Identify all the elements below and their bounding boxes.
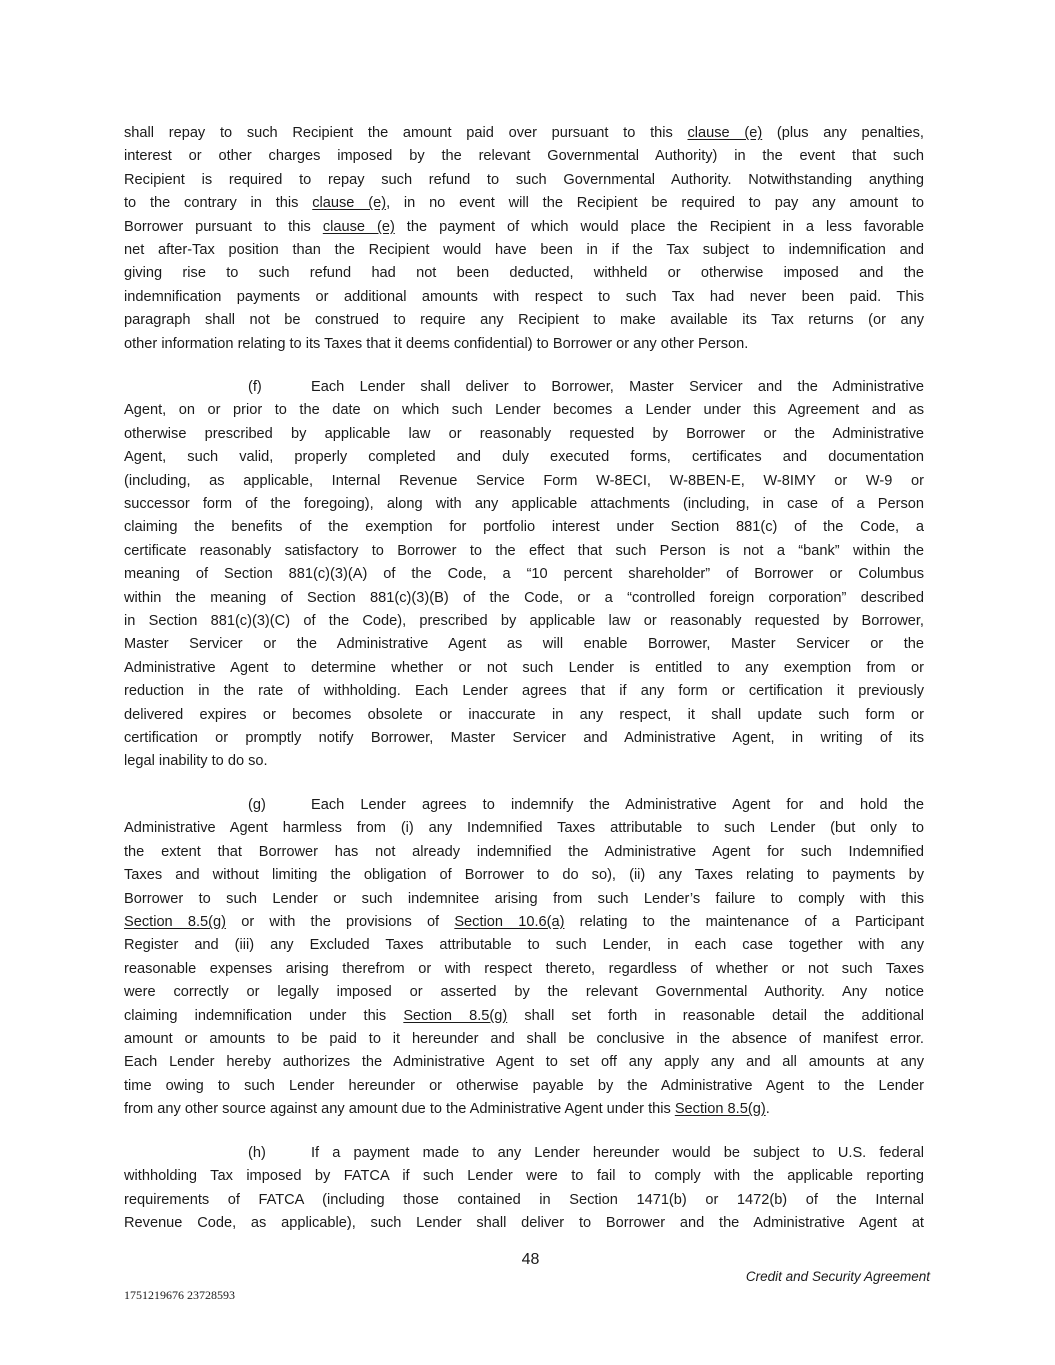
paragraph-line: other information relating to its Taxes that it deems confidential) to Borrower or any other Person.	[124, 335, 749, 352]
paragraph-line: requirements of FATCA (including those contained in Section 1471(b) or 1472(b) of the Internal	[124, 1191, 924, 1208]
paragraph-line: to the contrary in this clause (e), in no event will the Recipient be required to pay any amount to	[124, 195, 924, 212]
paragraph-line: reasonable expenses arising therefrom or with respect thereto, regardless of whether or not such Taxes	[124, 960, 924, 977]
paragraph-line: from any other source against any amount due to the Administrative Agent under this Section 8.5(g).	[124, 1101, 770, 1118]
paragraph-line: otherwise prescribed by applicable law or reasonably requested by Borrower or the Administrative	[124, 425, 924, 442]
paragraph-line: Agent, on or prior to the date on which such Lender becomes a Lender under this Agreement and as	[124, 402, 924, 419]
paragraph-line: (including, as applicable, Internal Revenue Service Form W-8ECI, W-8BEN-E, W-8IMY or W-9 or	[124, 472, 924, 489]
paragraph-label: (g)	[248, 797, 266, 813]
paragraph-line: Each Lender shall deliver to Borrower, Master Servicer and the Administrative	[311, 379, 924, 395]
paragraph-line: withholding Tax imposed by FATCA if such Lender were to fail to comply with the applicable reporting	[124, 1168, 924, 1185]
paragraph-line: amount or amounts to be paid to it hereunder and shall be conclusive in the absence of manifest error.	[124, 1031, 924, 1047]
paragraph-line: If a payment made to any Lender hereunder would be subject to U.S. federal	[311, 1145, 924, 1161]
paragraph-line: time owing to such Lender hereunder or otherwise payable by the Administrative Agent to the Lender	[124, 1077, 924, 1094]
paragraph-line: Each Lender hereby authorizes the Administrative Agent to set off any apply any and all amounts at any	[124, 1054, 924, 1071]
paragraph-line: were correctly or legally imposed or asserted by the relevant Governmental Authority. Any notice	[124, 984, 924, 1001]
paragraph-line: shall repay to such Recipient the amount paid over pursuant to this clause (e) (plus any penalties,	[124, 125, 924, 141]
paragraph-line: indemnification payments or additional amounts with respect to such Tax had never been paid. This	[124, 288, 924, 305]
page-number: 48	[521, 1251, 540, 1268]
footer-document-title: Credit and Security Agreement	[745, 1269, 930, 1284]
cross-reference-link: clause (e)	[312, 195, 387, 212]
cross-reference-link: clause (e)	[687, 125, 763, 141]
paragraph-line: Borrower pursuant to this clause (e) the payment of which would place the Recipient in a less favorable	[124, 218, 924, 235]
paragraph-line: interest or other charges imposed by the relevant Governmental Authority) in the event that such	[124, 148, 924, 165]
paragraph-line: Revenue Code, as applicable), such Lender shall deliver to Borrower and the Administrative Agent at	[124, 1215, 924, 1232]
paragraph-label: (f)	[248, 379, 262, 395]
paragraph-label: (h)	[248, 1145, 266, 1161]
paragraph-line: certificate reasonably satisfactory to Borrower to the effect that such Person is not a “bank” within the	[124, 542, 924, 559]
paragraph-line: delivered expires or becomes obsolete or inaccurate in any respect, it shall update such form or	[124, 706, 924, 723]
paragraph-line: Administrative Agent harmless from (i) any Indemnified Taxes attributable to such Lender (but only to	[124, 820, 924, 837]
document-id: 1751219676 23728593	[124, 1288, 235, 1302]
paragraph-line: claiming indemnification under this Section 8.5(g) shall set forth in reasonable detail the additional	[124, 1007, 924, 1024]
paragraph-line: successor form of the foregoing), along with any applicable attachments (including, in case of a Person	[124, 496, 924, 512]
paragraph-line: legal inability to do so.	[124, 753, 268, 770]
cross-reference-link: Section 8.5(g)	[674, 1101, 766, 1118]
paragraph-line: within the meaning of Section 881(c)(3)(B) of the Code, or a “controlled foreign corporation” described	[124, 589, 924, 606]
paragraph-line: reduction in the rate of withholding. Each Lender agrees that if any form or certification it previously	[124, 683, 924, 700]
paragraph-line: claiming the benefits of the exemption for portfolio interest under Section 881(c) of the Code, a	[124, 519, 924, 536]
paragraph-line: Master Servicer or the Administrative Agent as will enable Borrower, Master Servicer or the	[124, 636, 924, 653]
cross-reference-link: Section 8.5(g)	[403, 1007, 508, 1024]
paragraph-line: the extent that Borrower has not already indemnified the Administrative Agent for such Indemnified	[124, 843, 924, 860]
paragraph-line: net after-Tax position than the Recipient would have been in if the Tax subject to indemnification and	[124, 242, 924, 258]
paragraph-line: Agent, such valid, properly completed and duly executed forms, certificates and documentation	[124, 449, 924, 466]
paragraph-line: meaning of Section 881(c)(3)(A) of the Code, a “10 percent shareholder” of Borrower or Columbus	[124, 566, 924, 583]
paragraph-line: Section 8.5(g) or with the provisions of Section 10.6(a) relating to the maintenance of a Participant	[124, 914, 924, 930]
cross-reference-link: Section 8.5(g)	[124, 914, 227, 930]
paragraph-line: paragraph shall not be construed to require any Recipient to make available its Tax returns (or any	[124, 312, 924, 329]
paragraph-line: Recipient is required to repay such refund to such Governmental Authority. Notwithstanding anything	[124, 171, 924, 188]
paragraph-line: Each Lender agrees to indemnify the Administrative Agent for and hold the	[311, 797, 924, 813]
paragraph-line: Taxes and without limiting the obligation of Borrower to do so), (ii) any Taxes relating to payments by	[124, 867, 924, 884]
paragraph-line: certification or promptly notify Borrower, Master Servicer and Administrative Agent, in writing of its	[124, 730, 924, 746]
paragraph-line: Administrative Agent to determine whether or not such Lender is entitled to any exemption from or	[124, 659, 924, 676]
cross-reference-link: clause (e)	[322, 218, 395, 235]
paragraph-line: in Section 881(c)(3)(C) of the Code), prescribed by applicable law or reasonably requested by Borrower,	[124, 613, 924, 629]
paragraph-line: giving rise to such refund had not been deducted, withheld or otherwise imposed and the	[124, 265, 924, 282]
paragraph-line: Borrower to such Lender or such indemnitee arising from such Lender’s failure to comply with this	[124, 890, 924, 907]
paragraph-line: Register and (iii) any Excluded Taxes attributable to such Lender, in each case together with any	[124, 937, 924, 954]
cross-reference-link: Section 10.6(a)	[454, 914, 565, 930]
